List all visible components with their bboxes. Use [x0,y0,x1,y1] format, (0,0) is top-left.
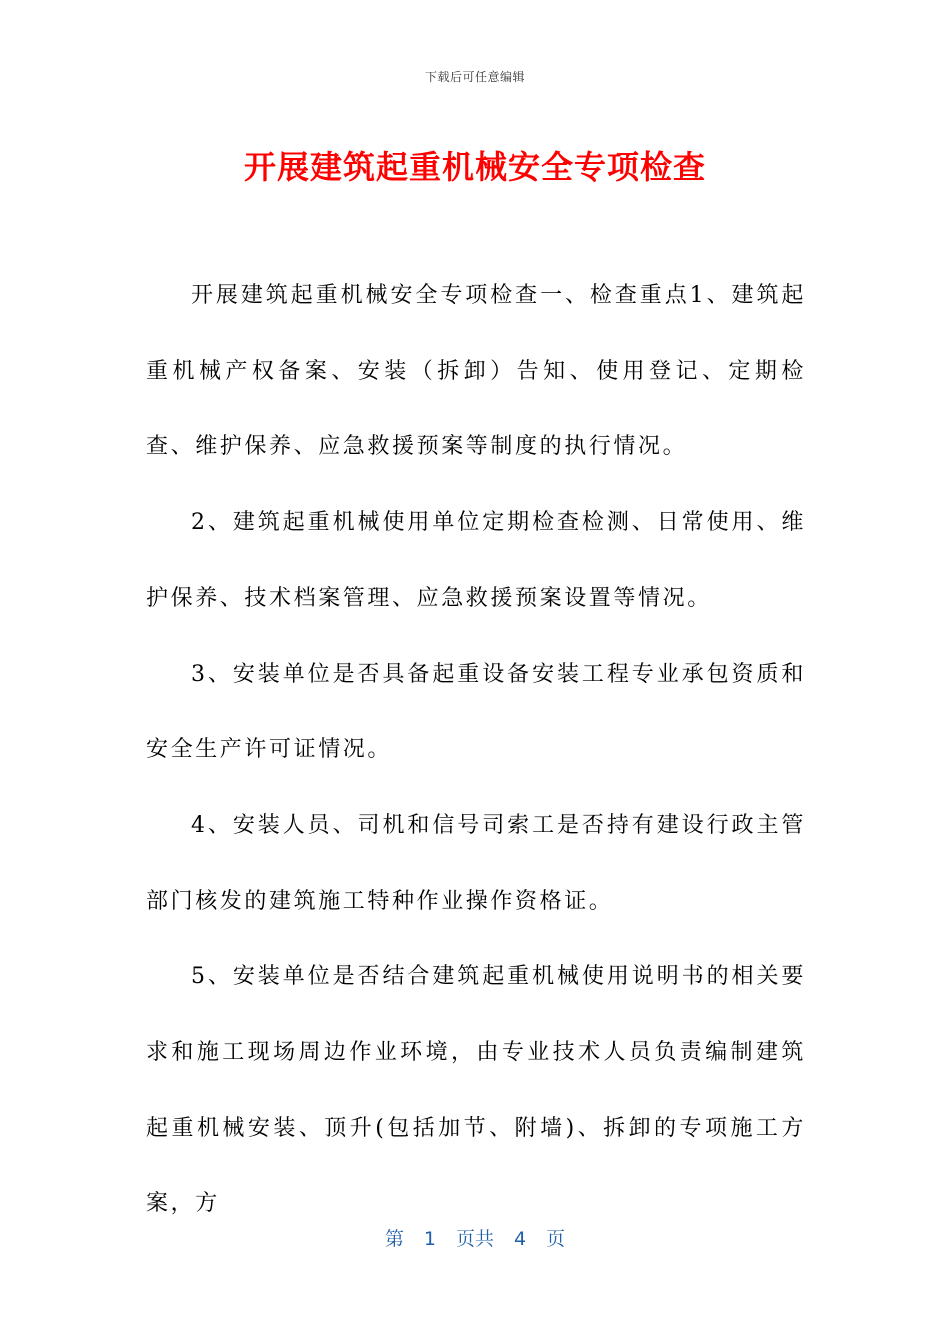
page-middle: 页共 [455,1228,494,1250]
paragraph-3: 3、安装单位是否具备起重设备安装工程专业承包资质和安全生产许可证情况。 [146,661,806,763]
page-prefix: 第 [384,1228,404,1250]
document-body [146,258,806,1242]
paragraph-5: 5、安装单位是否结合建筑起重机械使用说明书的相关要求和施工现场周边作业环境，由专业技术人员负责编制建筑起重机械安装、顶升(包括加节、附墙)、拆卸的专项施工方案，方 [146,964,806,1217]
document-title: 开展建筑起重机械安全专项检查 [243,148,706,186]
page-number: 1 [423,1228,436,1250]
paragraph-2: 2、建筑起重机械使用单位定期检查检测、日常使用、维护保养、技术档案管理、应急救援预案设置等情况。 [146,510,806,611]
page-suffix: 页 [546,1228,566,1250]
page-total: 4 [514,1228,527,1250]
header-note: 下载后可任意编辑 [424,70,525,84]
paragraph-4: 4、安装人员、司机和信号司索工是否持有建设行政主管部门核发的建筑施工特种作业操作资格证。 [146,812,806,914]
paragraph-1: 开展建筑起重机械安全专项检查一、检查重点1、建筑起重机械产权备案、安装（拆卸）告知、使用登记、定期检查、维护保养、应急救援预案等制度的执行情况。 [146,283,806,460]
page-footer [0,1224,950,1251]
